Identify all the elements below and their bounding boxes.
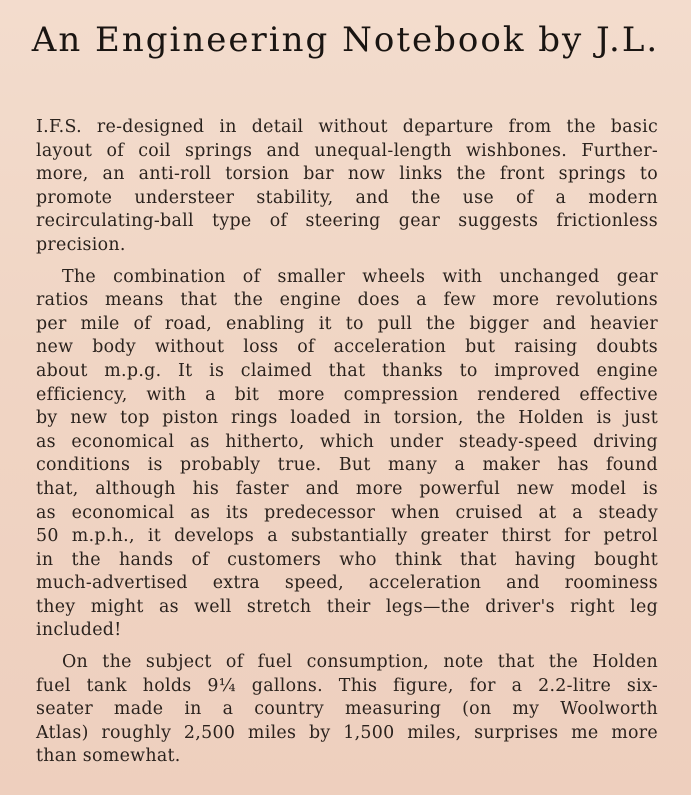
text-line: layout of coil springs and unequal-length wishbones. Further-: [36, 140, 658, 161]
text-line: as economical as its predecessor when cruised at a steady: [36, 502, 658, 523]
page-title: An Engineering Notebook by J.L.: [31, 20, 660, 60]
text-line: included!: [36, 620, 122, 641]
text-line: much-advertised extra speed, acceleration and roominess: [36, 573, 658, 594]
text-line: Atlas) roughly 2,500 miles by 1,500 miles, surprises me more: [36, 722, 658, 743]
paragraph-2: [36, 266, 658, 644]
paragraph-1: [36, 116, 658, 258]
text-line: in the hands of customers who think that having bought: [36, 549, 658, 570]
text-line: I.F.S. re-designed in detail without departure from the basic: [36, 117, 658, 137]
article-body: [36, 116, 658, 777]
text-line: that, although his faster and more powerful new model is: [36, 478, 658, 499]
paragraph-3: [36, 651, 658, 769]
text-line: than somewhat.: [36, 746, 181, 767]
text-line: seater made in a country measuring (on my Woolworth: [36, 699, 658, 720]
text-line: more, an anti-roll torsion bar now links the front springs to: [36, 164, 658, 185]
text-line: The combination of smaller wheels with unchanged gear: [62, 266, 658, 287]
text-line: On the subject of fuel consumption, note that the Holden: [62, 652, 658, 673]
text-line: fuel tank holds 9¼ gallons. This figure, for a 2.2-litre six-: [36, 675, 658, 696]
text-line: about m.p.g. It is claimed that thanks to improved engine: [36, 360, 658, 381]
text-line: per mile of road, enabling it to pull the bigger and heavier: [36, 313, 658, 334]
text-line: conditions is probably true. But many a maker has found: [36, 455, 658, 476]
text-line: promote understeer stability, and the use of a modern: [36, 187, 658, 208]
text-line: efficiency, with a bit more compression rendered effective: [36, 384, 658, 405]
text-line: ratios means that the engine does a few more revolutions: [36, 290, 658, 311]
text-line: they might as well stretch their legs—the driver's right leg: [36, 596, 658, 617]
text-line: recirculating-ball type of steering gear suggests frictionless: [36, 211, 658, 232]
text-line: 50 m.p.h., it develops a substantially greater thirst for petrol: [36, 526, 658, 547]
text-line: new body without loss of acceleration but raising doubts: [36, 337, 658, 358]
text-line: precision.: [36, 234, 126, 255]
text-line: by new top piston rings loaded in torsion, the Holden is just: [36, 408, 658, 429]
text-line: as economical as hitherto, which under steady-speed driving: [36, 431, 658, 452]
